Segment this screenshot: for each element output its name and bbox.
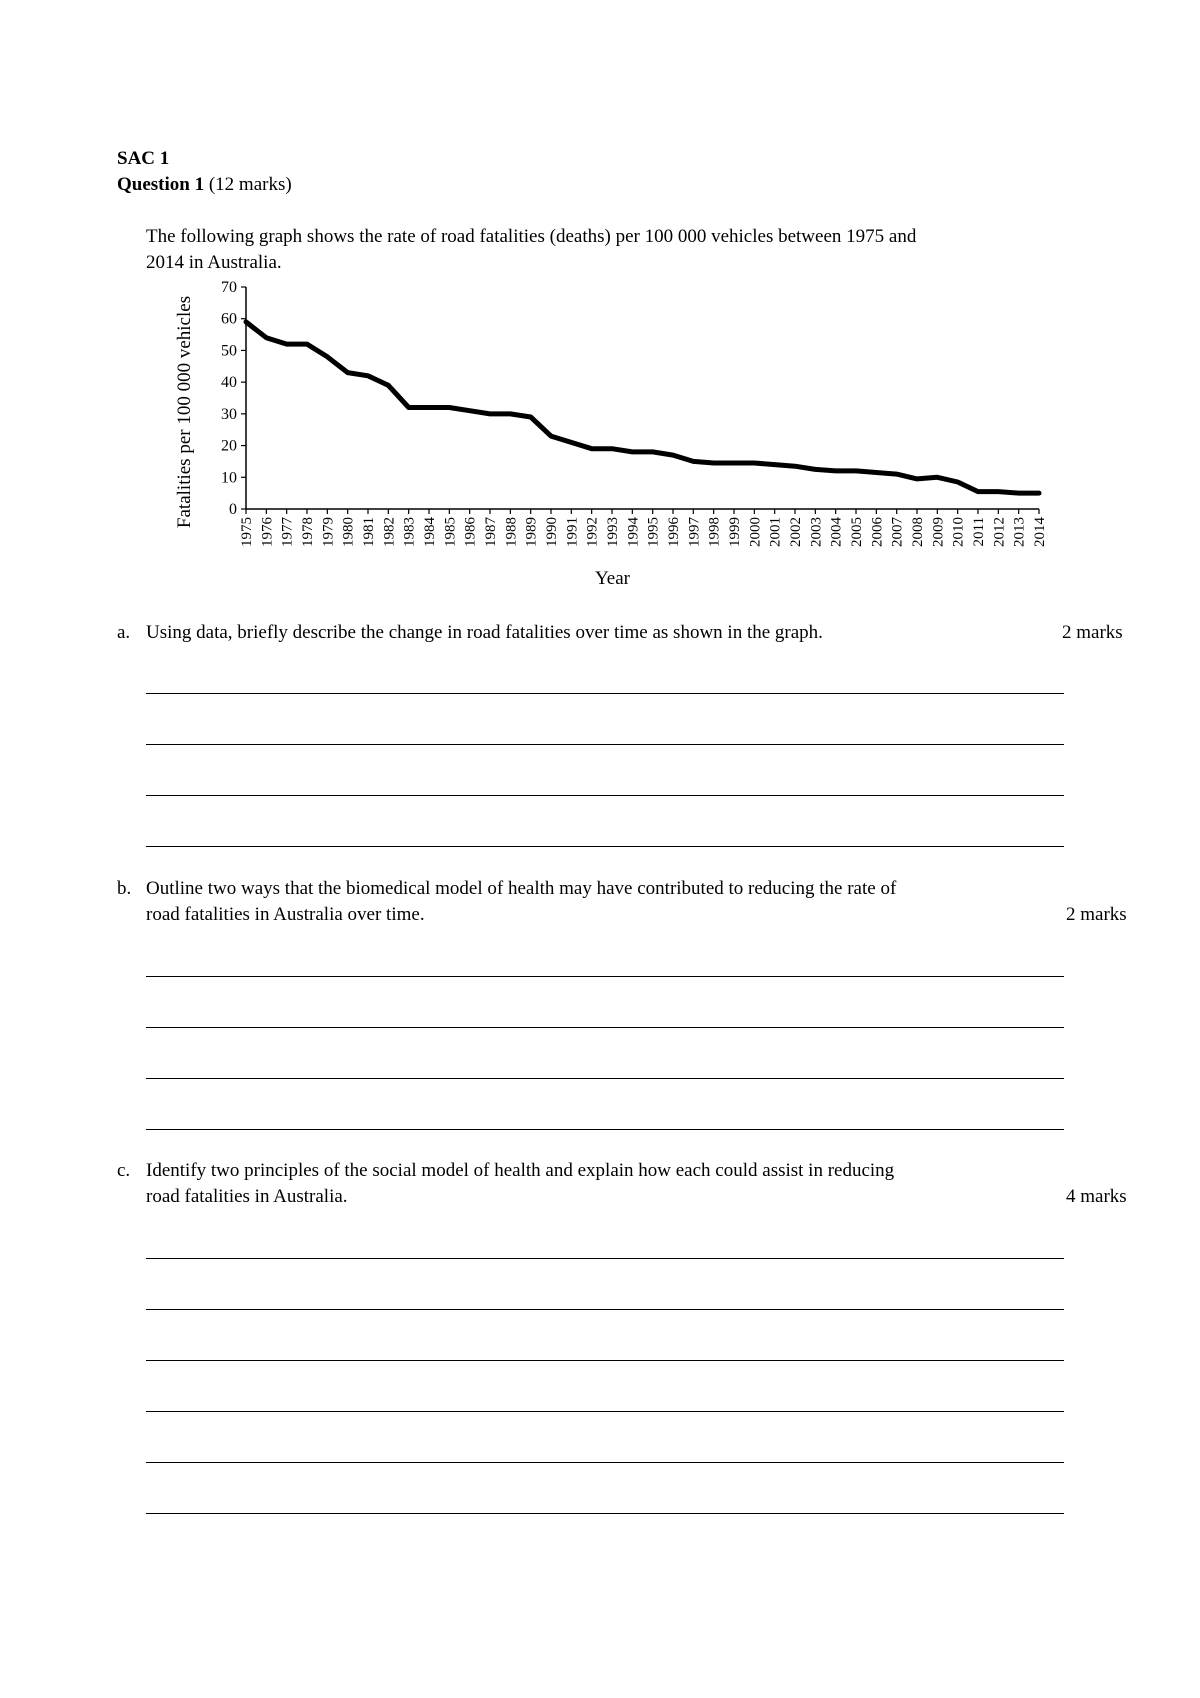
- x-tick-label: 1987: [483, 517, 499, 547]
- x-tick-label: 1991: [564, 517, 581, 547]
- data-point: [368, 375, 369, 376]
- x-tick-label: 1981: [361, 517, 377, 547]
- answer-line-c-1[interactable]: [146, 1258, 1064, 1259]
- x-tick-label: 1996: [666, 517, 682, 547]
- sac-title: SAC 1: [117, 148, 170, 169]
- x-tick-label: 1992: [584, 517, 601, 547]
- x-tick-label: 2007: [889, 517, 906, 547]
- y-tick-label: 70: [221, 279, 237, 296]
- data-point: [408, 407, 409, 408]
- question-c-text-line-1: Identify two principles of the social model of health and explain how each could assist in reducing: [146, 1160, 895, 1181]
- answer-line-b-2[interactable]: [146, 1027, 1064, 1028]
- x-tick-label: 1986: [462, 517, 479, 547]
- data-point: [673, 455, 674, 456]
- answer-line-c-5[interactable]: [146, 1462, 1064, 1463]
- question-marks: (12 marks): [208, 174, 292, 195]
- x-tick-label: 1984: [422, 517, 438, 547]
- data-point: [266, 337, 267, 338]
- data-point: [1018, 493, 1019, 494]
- answer-line-a-3[interactable]: [146, 795, 1064, 796]
- data-point: [388, 385, 389, 386]
- x-tick-label: 1999: [727, 517, 743, 547]
- x-tick-label: 2013: [1011, 517, 1028, 547]
- x-tick-label: 2003: [808, 517, 825, 547]
- data-point: [896, 474, 897, 475]
- x-tick-label: 1980: [340, 517, 357, 547]
- answer-line-c-2[interactable]: [146, 1309, 1064, 1310]
- y-tick-label: 50: [221, 342, 237, 360]
- x-tick-label: 1975: [239, 517, 255, 547]
- data-point: [429, 407, 430, 408]
- data-point: [835, 470, 836, 471]
- x-tick-label: 2010: [950, 517, 967, 547]
- answer-line-c-6[interactable]: [146, 1513, 1064, 1514]
- data-point: [713, 463, 714, 464]
- question-a-text: Using data, briefly describe the change in road fatalities over time as shown in the graph.: [146, 622, 823, 643]
- x-tick-label: 2009: [930, 517, 947, 547]
- data-point: [286, 344, 287, 345]
- x-tick-label: 2011: [971, 517, 987, 547]
- data-point: [246, 321, 247, 322]
- x-tick-label: 2005: [849, 517, 865, 547]
- x-tick-label: 1997: [686, 517, 703, 547]
- question-a-letter: a.: [117, 622, 131, 643]
- question-b-marks: 2 marks: [1066, 904, 1127, 925]
- answer-line-c-3[interactable]: [146, 1360, 1064, 1361]
- y-tick-label: 30: [221, 405, 237, 423]
- data-point: [937, 477, 938, 478]
- x-axis-title: Year: [594, 568, 631, 589]
- intro-line-1: The following graph shows the rate of road fatalities (deaths) per 100 000 vehicles between 1975 and: [146, 226, 917, 247]
- data-point: [795, 466, 796, 467]
- data-point: [917, 478, 918, 479]
- y-tick-label: 60: [221, 310, 237, 328]
- data-point: [978, 491, 979, 492]
- x-tick-label: 2006: [869, 517, 886, 547]
- data-point: [856, 470, 857, 471]
- x-tick-label: 2012: [991, 517, 1008, 547]
- data-point: [652, 451, 653, 452]
- data-point: [774, 464, 775, 465]
- data-point: [510, 413, 511, 414]
- x-tick-label: 1993: [605, 517, 621, 547]
- x-tick-label: 1989: [523, 517, 540, 547]
- x-tick-label: 1990: [544, 517, 560, 547]
- x-tick-label: 1983: [401, 517, 418, 547]
- x-tick-label: 2002: [788, 517, 804, 547]
- question-b-text-line-2: road fatalities in Australia over time.: [146, 904, 425, 925]
- question-c-marks: 4 marks: [1066, 1186, 1127, 1207]
- answer-line-b-3[interactable]: [146, 1078, 1064, 1079]
- x-tick-label: 2001: [767, 517, 784, 547]
- data-point: [469, 410, 470, 411]
- data-point: [998, 491, 999, 492]
- answer-line-a-1[interactable]: [146, 693, 1064, 694]
- x-tick-label: 2014: [1032, 517, 1048, 547]
- data-point: [591, 448, 592, 449]
- data-point: [734, 463, 735, 464]
- fatalities-line-chart: [160, 272, 1060, 612]
- answer-line-a-4[interactable]: [146, 846, 1064, 847]
- data-point: [327, 356, 328, 357]
- question-b-text-line-1: Outline two ways that the biomedical model of health may have contributed to reducing the rate of: [146, 878, 897, 899]
- data-point: [957, 482, 958, 483]
- y-tick-label: 10: [221, 469, 237, 487]
- x-tick-label: 1985: [442, 517, 459, 547]
- series-line: [246, 322, 1039, 493]
- x-tick-label: 1979: [320, 517, 337, 547]
- data-point: [551, 436, 552, 437]
- question-label: Question 1: [117, 174, 205, 195]
- x-tick-label: 1982: [381, 517, 398, 547]
- y-tick-label: 40: [221, 374, 237, 392]
- question-c-letter: c.: [117, 1160, 131, 1181]
- question-heading: [117, 172, 292, 198]
- question-b-letter: b.: [117, 878, 132, 899]
- data-point: [612, 448, 613, 449]
- answer-line-c-4[interactable]: [146, 1411, 1064, 1412]
- data-point: [754, 463, 755, 464]
- x-tick-label: 1995: [645, 517, 662, 547]
- data-point: [571, 442, 572, 443]
- answer-line-b-4[interactable]: [146, 1129, 1064, 1130]
- x-tick-label: 2008: [910, 517, 926, 547]
- x-tick-label: 1976: [259, 517, 276, 547]
- question-a-marks: 2 marks: [1062, 622, 1123, 643]
- x-tick-label: 1998: [706, 517, 723, 547]
- data-point: [347, 372, 348, 373]
- x-tick-label: 1988: [503, 517, 520, 547]
- answer-line-a-2[interactable]: [146, 744, 1064, 745]
- data-point: [490, 413, 491, 414]
- data-point: [1039, 493, 1040, 494]
- intro-line-2: 2014 in Australia.: [146, 252, 282, 273]
- data-point: [307, 344, 308, 345]
- data-point: [632, 451, 633, 452]
- x-tick-label: 2004: [828, 517, 845, 547]
- question-c-text-line-2: road fatalities in Australia.: [146, 1186, 348, 1207]
- y-axis-title: Fatalities per 100 000 vehicles: [174, 295, 195, 529]
- data-point: [530, 417, 531, 418]
- data-point: [876, 472, 877, 473]
- y-tick-label: 0: [229, 501, 237, 518]
- data-point: [449, 407, 450, 408]
- data-point: [815, 469, 816, 470]
- x-tick-label: 1978: [300, 517, 316, 547]
- x-tick-label: 1994: [625, 517, 642, 547]
- x-tick-label: 1977: [279, 517, 296, 547]
- data-point: [693, 461, 694, 462]
- x-tick-label: 2000: [747, 517, 764, 547]
- y-tick-label: 20: [221, 437, 237, 455]
- answer-line-b-1[interactable]: [146, 976, 1064, 977]
